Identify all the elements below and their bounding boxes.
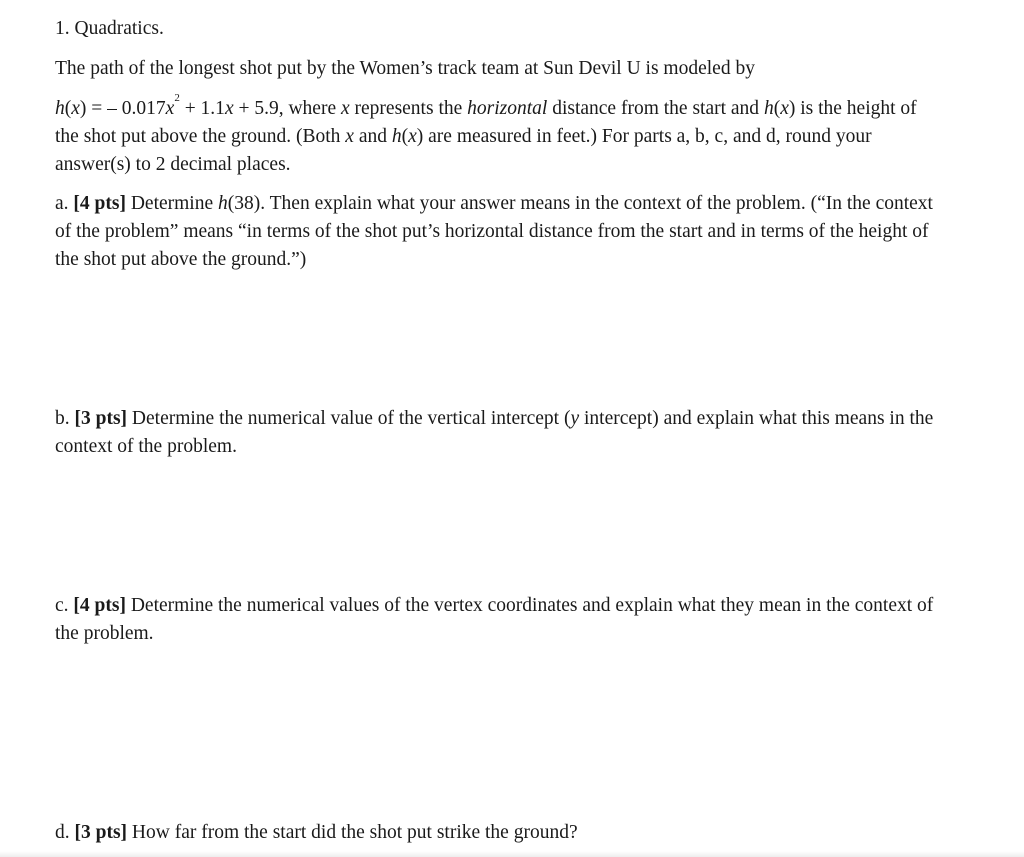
text-run: + 5.9, where bbox=[233, 98, 341, 119]
exponent: 2 bbox=[174, 92, 180, 104]
function-h: h bbox=[55, 98, 65, 119]
points-label: [4 pts] bbox=[73, 595, 126, 616]
text-run: Determine bbox=[125, 193, 218, 214]
variable-x: x bbox=[780, 98, 789, 119]
part-d-question bbox=[55, 819, 935, 847]
intro-text: The path of the longest shot put by the Women’s track team at Sun Devil U is modeled by bbox=[55, 58, 755, 79]
variable-x: x bbox=[71, 98, 80, 119]
text-run: ) are measured in feet.) For parts a, b, c, and d, round your answer(s) to 2 decimal places. bbox=[55, 126, 872, 175]
function-h: h bbox=[763, 98, 774, 119]
part-letter: c. bbox=[55, 595, 74, 616]
text-run: ( bbox=[401, 126, 409, 147]
function-h: h bbox=[218, 193, 228, 214]
text-run: (38). Then explain what your answer means in the context of the problem. (“In the context of the problem” means “in terms of the shot put’s horizontal distance from the start and in terms of the height of the shot put above the ground.”) bbox=[55, 193, 933, 270]
part-letter: b. bbox=[55, 408, 75, 429]
variable-x: x bbox=[340, 98, 350, 119]
text-run: ( bbox=[773, 98, 781, 119]
text-run: + 1.1 bbox=[179, 98, 225, 119]
points-label: [3 pts] bbox=[74, 822, 128, 843]
text-run: ( bbox=[64, 98, 72, 119]
variable-x: x bbox=[408, 126, 417, 147]
part-a-question bbox=[55, 190, 935, 274]
text-run: distance from the start and bbox=[547, 98, 764, 119]
text-run: Determine the numerical value of the vertical intercept ( bbox=[127, 408, 571, 429]
text-run: ) is the height of the shot put above the ground. (Both bbox=[55, 98, 917, 147]
points-label: [4 pts] bbox=[73, 193, 126, 214]
text-run: and bbox=[353, 126, 392, 147]
emphasis-horizontal: horizontal bbox=[467, 98, 548, 119]
part-letter: d. bbox=[55, 822, 75, 843]
text-run: ) = – 0.017 bbox=[79, 98, 166, 119]
part-b-question bbox=[55, 405, 935, 461]
text-run: How far from the start did the shot put strike the ground? bbox=[127, 822, 578, 843]
variable-x: x bbox=[165, 98, 175, 119]
text-run: represents the bbox=[349, 98, 468, 119]
part-c-question bbox=[55, 592, 935, 648]
part-letter: a. bbox=[55, 193, 74, 214]
variable-y: y bbox=[570, 408, 580, 429]
function-h: h bbox=[391, 126, 402, 147]
question-heading: 1. Quadratics. bbox=[55, 18, 164, 39]
text-run: intercept) and explain what this means in the context of the problem. bbox=[55, 408, 934, 457]
text-run: Determine the numerical values of the vertex coordinates and explain what they mean in the context of the problem. bbox=[55, 595, 934, 644]
points-label: [3 pts] bbox=[74, 408, 128, 429]
variable-x: x bbox=[345, 126, 354, 147]
model-paragraph bbox=[55, 92, 935, 179]
variable-x: x bbox=[224, 98, 234, 119]
page-bottom-edge bbox=[0, 851, 1024, 857]
